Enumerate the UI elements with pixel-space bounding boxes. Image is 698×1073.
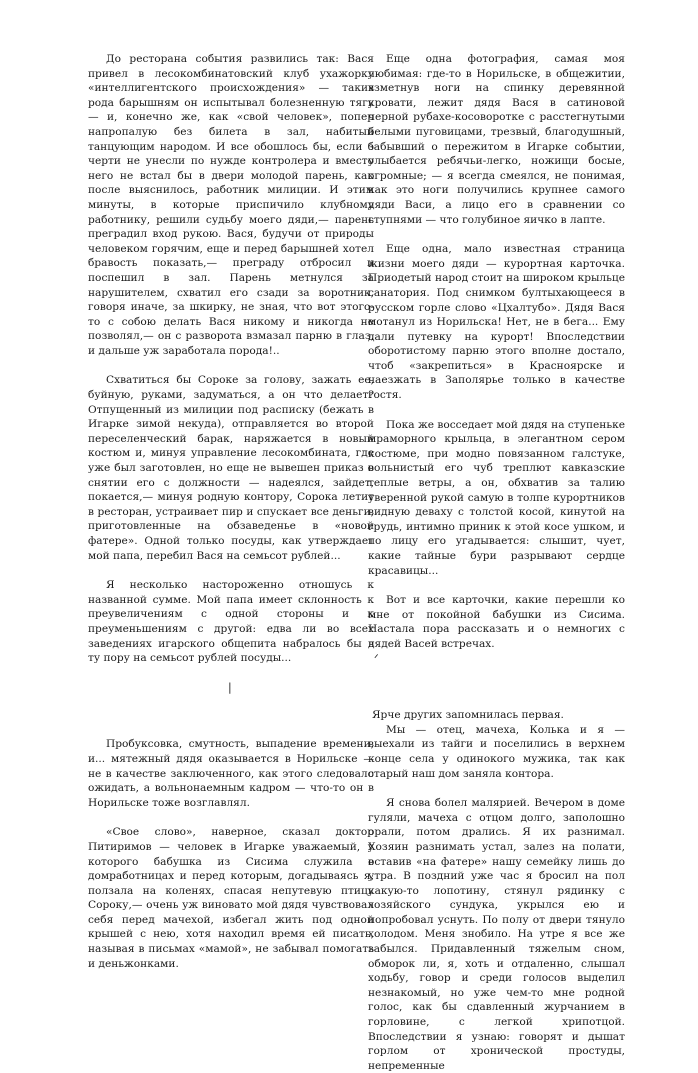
paragraph: Я снова болел малярией. Вечером в доме гуляли, мачеха с отцом долго, заполошно орали, потом дрались. Я их разнимал. Хозяин разнимать устал, залез на полати, оставив «на фатере» нашу семейку лишь до утра. В поздний уже час я бросил на пол какую-то лопотину, стянул рядинку с хозяйского сундука, укрылся ею и попробовал уснуть. По полу от двери тянуло холодом. Меня знобило. На утре я все же забылся. Придавленный тяжелым сном, обморок ли, я, хоть и отдаленно, слышал ходьбу, говор и среди голосов выделил незнакомый, но уже чем-то мне родной голос, как бы сдавленный журчанием в горловине, с легкой хрипотцой. Впоследствии я узнаю: говорят и дышат горлом от хронической простуды, непременные — [368, 797, 625, 1072]
paragraph: Пока же восседает мой дядя на ступеньке мраморного крыльца, в элегантном сером костюме, при модно повязанном галстуке, вольнистый его чуб треплют кавказские теплые ветры, а он, обхватив за талию уверенной рукой самую в толпе курортников видную деваху с толстой косой, кинутой на грудь, интимно приник к этой косе ушком, и по лицу его угадывается: слышит, чует, какие тайные бури разрывают сердце красавицы... — [368, 418, 625, 577]
section-opening-line: Ярче других запомнилась первая. — [372, 709, 564, 722]
stray-mark: ᐟ — [374, 651, 380, 665]
paragraph: Еще одна, мало известная страница жизни моего дяди — курортная карточка. Приодетый народ стоит на широком крыльце санатория. Под снимком бултыхающееся в русском горле слово «Цхалтубо». Дядя Вася мотанул из Норильска! Нет, не в бега... Ему дали путевку на курорт! Впоследствии оборотистому парню этого вполне достало, чтоб «закрепиться» в Красноярске и наезжать в Заполярье только в качестве гостя. — [368, 243, 625, 402]
section-break — [368, 674, 625, 708]
paragraph-break — [368, 781, 625, 796]
paragraph: «Свое слово», наверное, сказал доктор Питиримов — человек в Игарке уважаемый, у которого бабушка из Сисима служила в домработницах и перед которым, догадываясь я, ползала на коленях, спасая непутевую птицу Сороку,— очень уж виновато мой дядя чувствовал себя перед мачехой, избегал жить под одной крышей с нею, хотя находил время ей писать, называя в письмах «мамой», не забывал помогать и деньжонками. — [88, 826, 374, 970]
paragraph: Схватиться бы Сороке за голову, зажать ее, буйную, руками, задуматься, а он что делает? Отпущенный из милиции под расписку (бежать в Игарке зимой некуда), отправляется во второй переселенческий барак, наряжается в новый костюм и, минуя управление лесокомбината, где уже был заготовлен, но еще не вывешен приказ о снятии его с должности — надеялся, зайдет, покается,— минуя родную контору, Сорока летит в ресторан, устраивает пир и спускает все деньги, приготовленные на обзаведенье в «новой фатере». Одной только посуды, как утверждает мой папа, перебил Вася на семьсот рублей... — [88, 374, 374, 562]
paragraph: Мы — отец, мачеха, Колька и я — выехали из тайги и поселились в верхнем конце села у одинокого мужика, так как старый наш дом заняла контора. — [368, 723, 625, 780]
paragraph-break — [88, 563, 374, 578]
paragraph-break — [88, 358, 374, 373]
paragraph-break — [368, 227, 625, 242]
paragraph: Я несколько настороженно отношусь к названной сумме. Мой папа имеет склонность к преувеличениям с одной стороны и к преуменьшениям с другой: едва ли во всех заведениях игарского общепита набралось бы в ту пору на семьсот рублей посуды... — [88, 579, 374, 665]
paragraph-break — [368, 578, 625, 593]
paragraph-break — [368, 403, 625, 418]
left-column — [88, 52, 374, 971]
stray-mark: | — [228, 680, 233, 694]
paragraph: До ресторана события развились так: Вася привел в лесокомбинатовский клуб ухажорку «интеллигентского происхождения» — таких рода барышням он испытывал болезненную тягу — и, конечно же, как «свой человек», попер напропалую без билета в зал, набитый танцующим народом. И все обошлось бы, если б черти не унесли по нужде контролера и вместо него не встал бы в двери молодой парень, как после выяснилось, работник милиции. И этим минуты, в которые приспичило клубному работнику, решили судьбу моего дяди,— парень преградил вход рукою. Вася, будучи от природы человеком горячим, еще и перед барышней хотел бравость показать,— преграду отбросил и поспешил в зал. Парень метнулся за нарушителем, схватил его сзади за воротник, говоря иначе, за шкирку, не зная, что вот этого-то с собою делать Вася никому и никогда не позволял,— он с разворота взмазал парню в глаз, и дальше уж заработала порода!.. — [88, 53, 374, 357]
paragraph: Еще одна фотография, самая моя любимая: где-то в Норильске, в общежитии, взметнув ноги на спинку деревянной кровати, лежит дядя Вася в сатиновой черной рубахе-косоворотке с расстегнутыми белыми пуговицами, трезвый, благодушный, забывший о пережитом в Игарке событии, улыбается ребячьи-легко, ножищи босые, огромные; — я всегда смеялся, не понимая, как это ноги получились крупнее самого дяди Васи, а лицо его в сравнении со ступнями — что голубиное яичко в лапте. — [368, 53, 625, 226]
paragraph: Вот и все карточки, какие перешли ко мне от покойной бабушки из Сисима. Настала пора рассказать и о немногих с дядей Васей встречах. — [368, 594, 625, 650]
paragraph: Пробуксовка, смутность, выпадение времени, и... мятежный дядя оказывается в Норильске — не в качестве заключенного, как этого следовало ожидать, а вольнонаемным кадром — что-то он в Норильске тоже возглавлял. — [88, 738, 374, 809]
section-break — [88, 703, 374, 737]
paragraph-break — [88, 810, 374, 825]
right-column — [368, 52, 625, 1073]
paragraph-break — [88, 666, 374, 681]
